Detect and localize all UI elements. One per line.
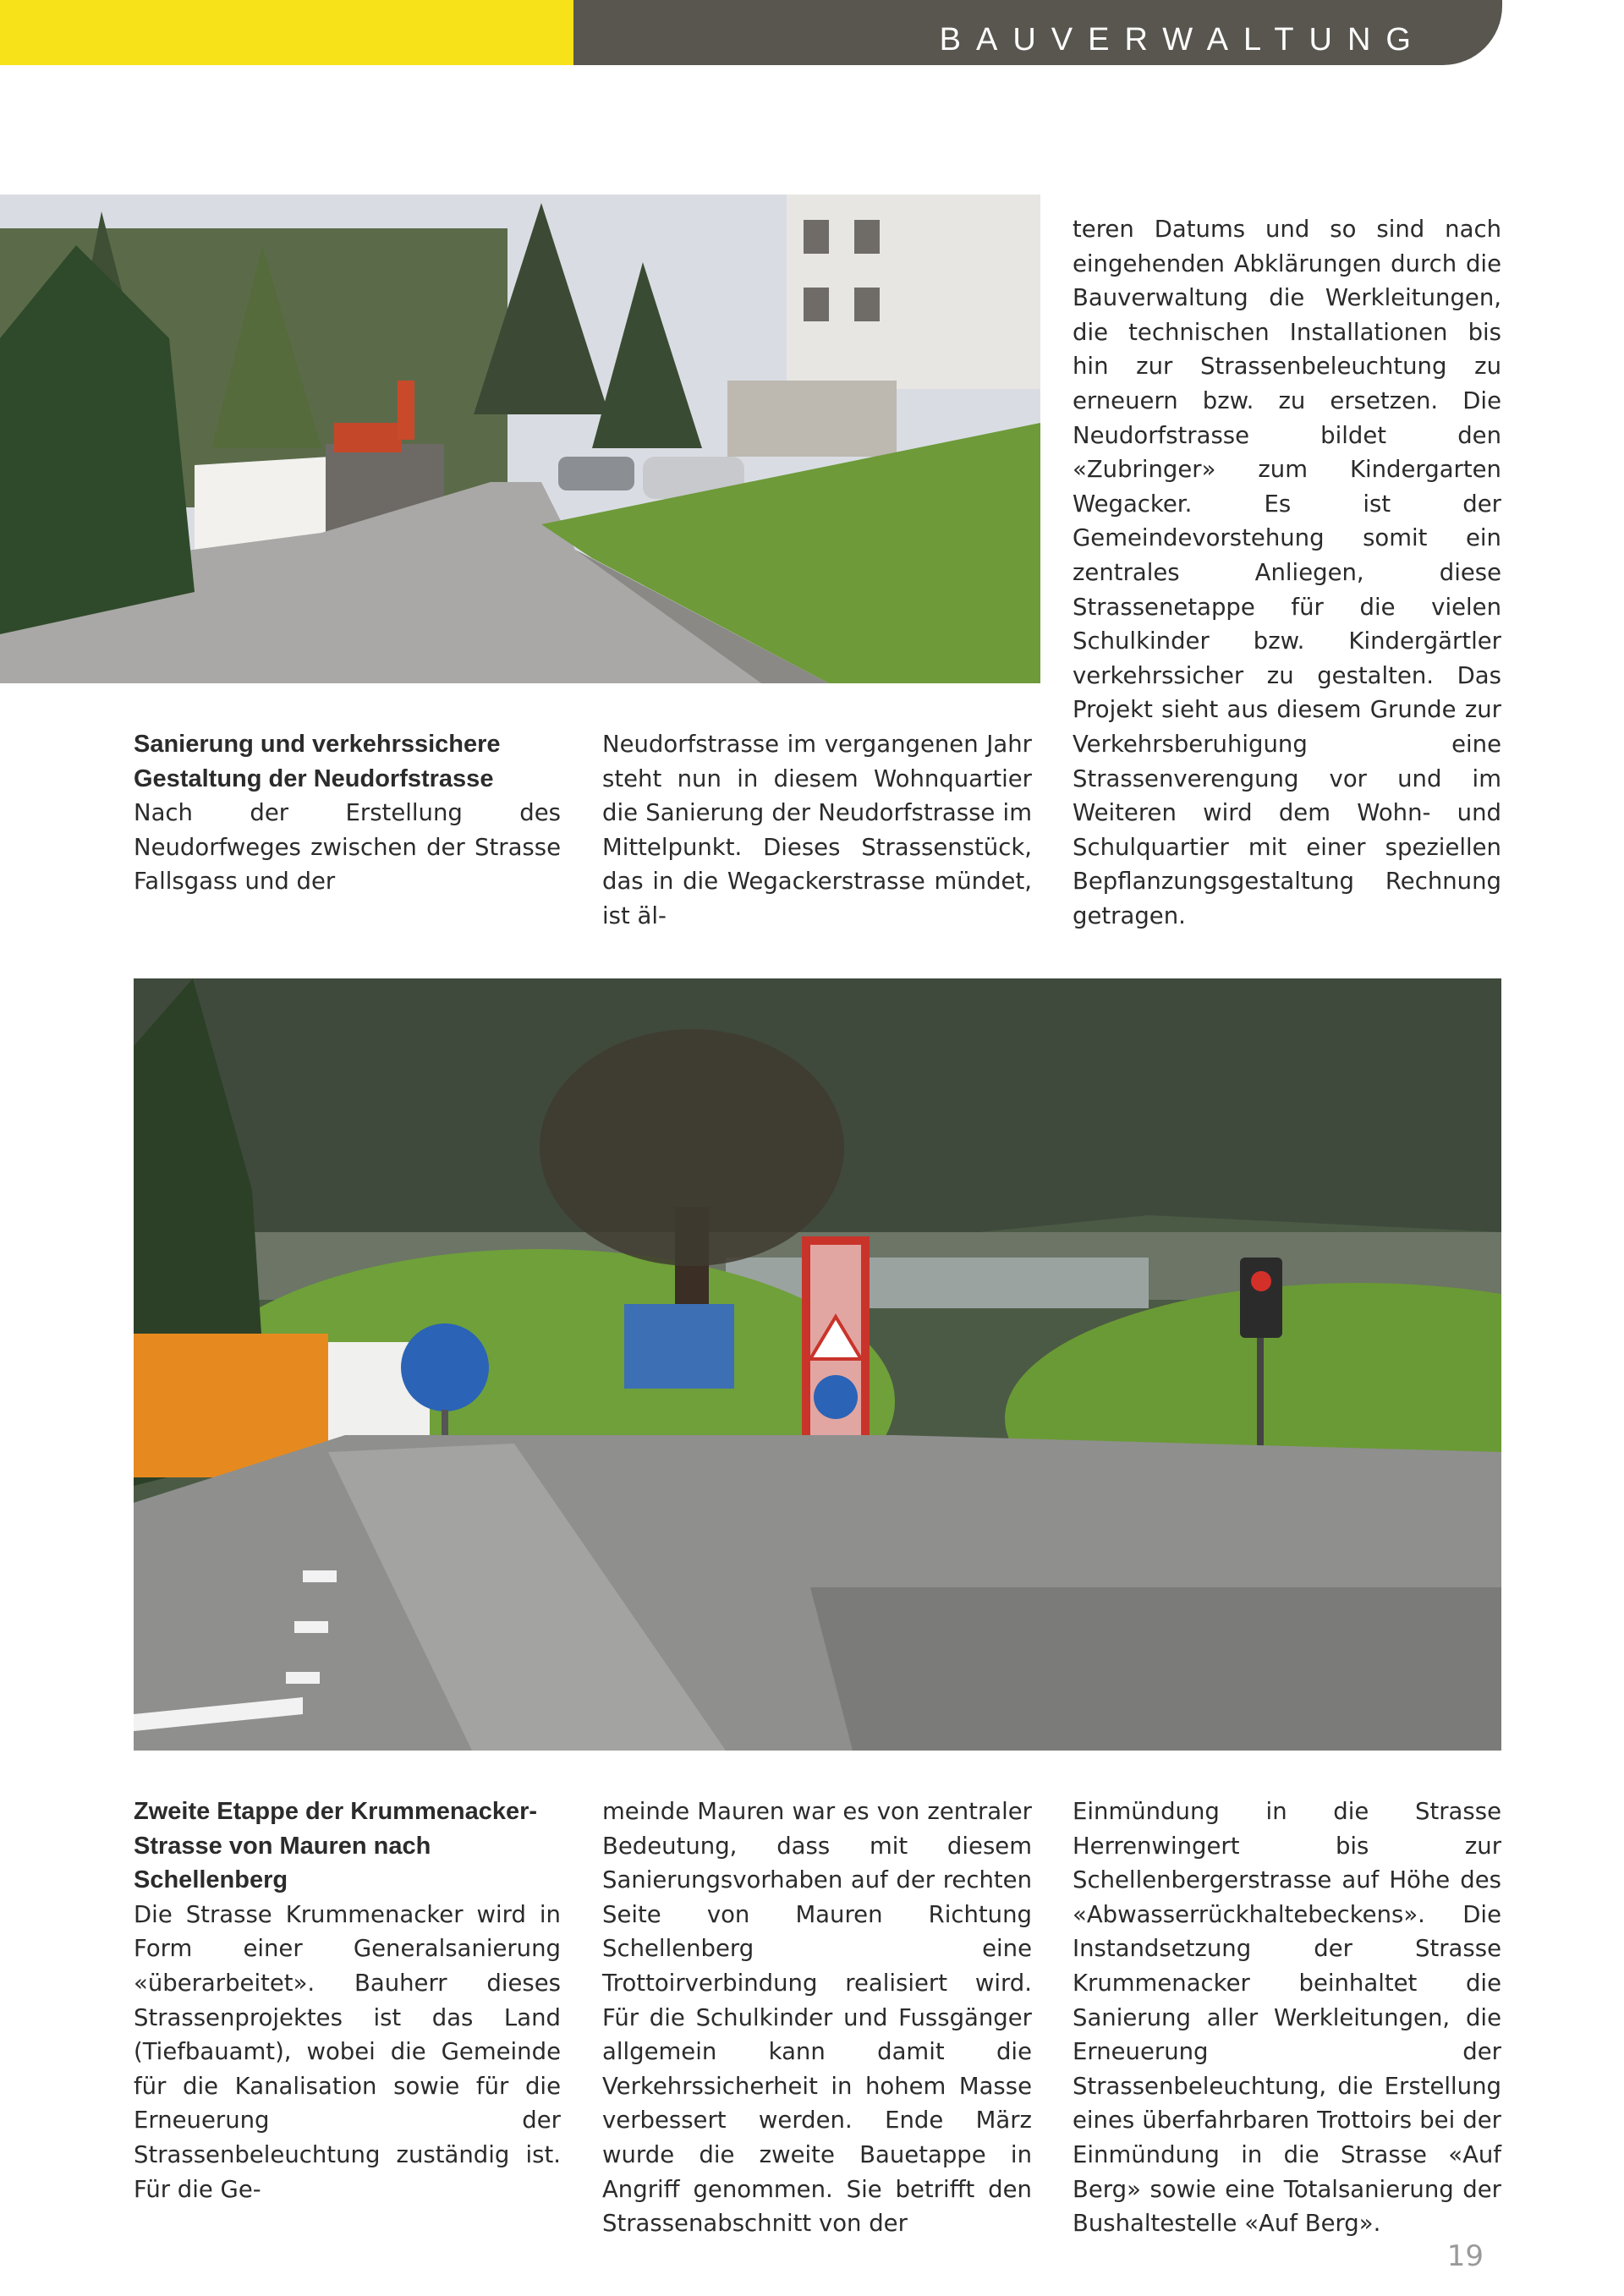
article2-text-2: meinde Mauren war es von zentraler Bedeutung, dass mit diesem Sanierungsvorhaben auf der rechten Seite von Mauren Richtung Schellenberg eine Trottoirverbindung realisiert wird. Für die Schulkinder und Fussgänger allgemein kann damit die Verkehrssicherheit in hohem Masse verbessert werden. Ende März wurde die zweite Bauetappe in Angriff genommen. Sie betrifft den Strassenabschnitt von der bbox=[602, 1798, 1032, 2238]
article1-column-1 bbox=[134, 727, 561, 899]
page-number: 19 bbox=[1446, 2239, 1484, 2273]
header-bar bbox=[573, 0, 1502, 65]
article1-text-3: teren Datums und so sind nach eingehenden Abklärungen durch die Bauverwaltung die Werkleitungen, die technischen Installationen bis hin zur Strassenbeleuchtung zu erneuern bzw. zu ersetzen. Die Neudorfstrasse bildet den «Zubringer» zum Kindergarten Wegacker. Es ist der Gemeindevorstehung somit ein zentrales Anliegen, diese Strassenetappe für die vielen Schulkinder bzw. Kindergärtler verkehrssicher zu gestalten. Das Projekt sieht aus diesem Grunde zur Verkehrsberuhigung eine Strassenverengung vor und im Weiteren wird dem Wohn- und Schulquartier mit einer speziellen Bepflanzungsgestaltung Rechnung getragen. bbox=[1073, 216, 1501, 929]
article1-column-2 bbox=[602, 727, 1032, 934]
photo-krummenacker-construction bbox=[134, 978, 1501, 1751]
article2-heading: Zweite Etappe der Krummenacker-Strasse von Mauren nach Schellenberg bbox=[134, 1798, 538, 1894]
article1-text-2: Neudorfstrasse im vergangenen Jahr steht nun in diesem Wohnquartier die Sanierung der Neudorfstrasse im Mittelpunkt. Dieses Strassenstück, das in die Wegackerstrasse mündet, ist äl- bbox=[602, 731, 1032, 929]
photo-neudorfstrasse bbox=[0, 195, 1040, 683]
article1-heading: Sanierung und verkehrssichere Gestaltung der Neudorfstrasse bbox=[134, 731, 501, 792]
article1-column-3 bbox=[1073, 212, 1501, 933]
article1-text-1: Nach der Erstellung des Neudorfweges zwischen der Strasse Fallsgass und der bbox=[134, 799, 561, 896]
header-accent-bar bbox=[0, 0, 573, 65]
article2-text-3: Einmündung in die Strasse Herrenwingert bis zur Schellenbergerstrasse auf Höhe des «Abwasserrückhaltebeckens». Die Instandsetzung der Strasse Krummenacker beinhaltet die Sanierung aller Werkleitungen, die Erneuerung der Strassenbeleuchtung, die Erstellung eines überfahrbaren Trottoirs bei der Einmündung in die Strasse «Auf Berg» sowie eine Totalsanierung der Bushaltestelle «Auf Berg». bbox=[1073, 1798, 1501, 2238]
article2-column-1 bbox=[134, 1795, 561, 2206]
section-title: BAUVERWALTUNG bbox=[939, 22, 1426, 58]
article2-column-2 bbox=[602, 1795, 1032, 2241]
article2-text-1: Die Strasse Krummenacker wird in Form einer Generalsanierung «überarbeitet». Bauherr dieses Strassenprojektes ist das Land (Tiefbauamt), wobei die Gemeinde für die Kanalisation sowie für die Erneuerung der Strassenbeleuchtung zuständig ist. Für die Ge- bbox=[134, 1900, 561, 2203]
article2-column-3 bbox=[1073, 1795, 1501, 2241]
